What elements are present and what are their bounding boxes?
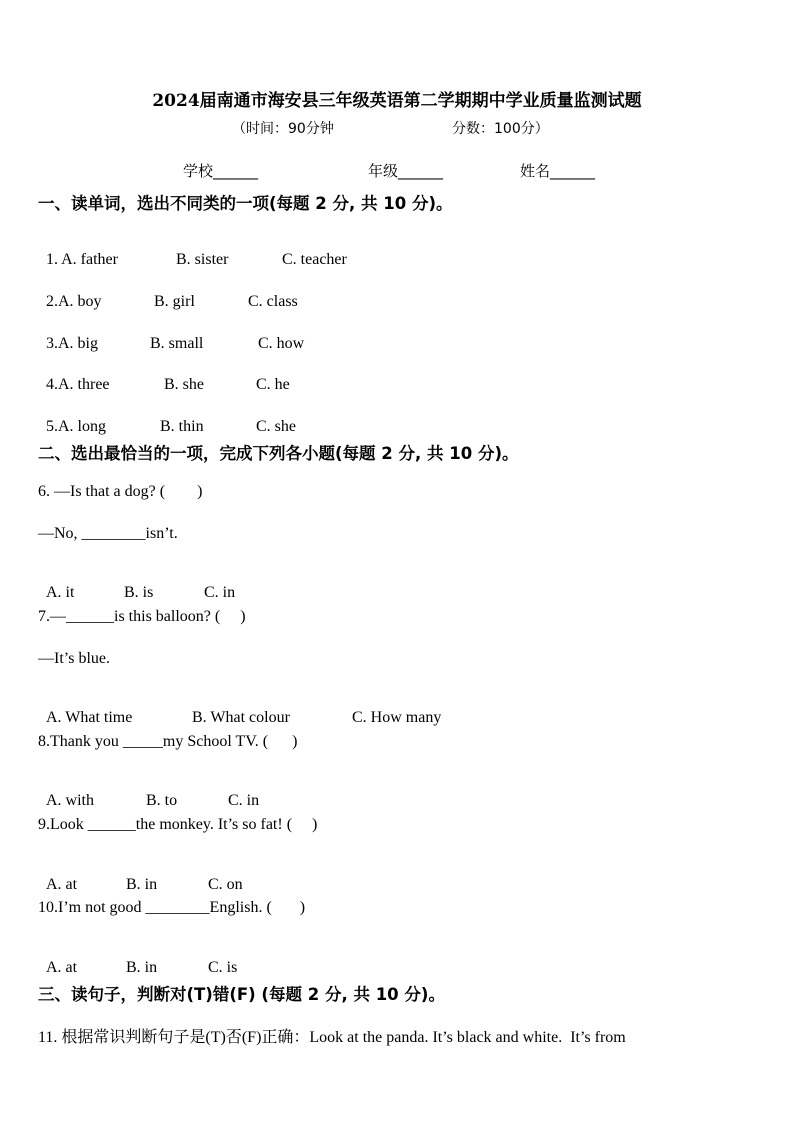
question-10-stem: 10.I’m not good ________English. ( ) xyxy=(38,899,306,916)
q3-option-b: B. small xyxy=(150,335,204,352)
question-11: 11. 根据常识判断句子是(T)否(F)正确：Look at the panda. It’s black and white. It’s from xyxy=(38,1029,626,1046)
question-1 xyxy=(38,233,347,269)
q1-option-a: 1. A. father xyxy=(46,251,118,268)
q5-option-c: C. she xyxy=(256,418,296,435)
name-field: 姓名______ xyxy=(520,162,596,180)
q5-option-b: B. thin xyxy=(160,418,204,435)
q6-option-b: B. is xyxy=(124,584,154,601)
question-10-options xyxy=(38,941,237,977)
question-5 xyxy=(38,400,296,436)
q5-option-a: 5.A. long xyxy=(46,418,106,435)
q8-option-b: B. to xyxy=(146,792,178,809)
exam-time: （时间：90分钟 xyxy=(232,121,334,137)
question-7-reply: —It’s blue. xyxy=(38,650,110,667)
q1-option-b: B. sister xyxy=(176,251,229,268)
question-4 xyxy=(38,358,290,394)
q3-option-a: 3.A. big xyxy=(46,335,98,352)
q7-option-a: A. What time xyxy=(46,709,133,726)
q6-option-a: A. it xyxy=(46,584,75,601)
q4-option-c: C. he xyxy=(256,376,290,393)
q7-option-b: B. What colour xyxy=(192,709,290,726)
q3-option-c: C. how xyxy=(258,335,305,352)
question-7-options xyxy=(38,691,441,727)
question-9-stem: 9.Look ______the monkey. It’s so fat! ( ) xyxy=(38,816,318,833)
q8-option-c: C. in xyxy=(228,792,260,809)
q6-option-c: C. in xyxy=(204,584,236,601)
school-field: 学校______ xyxy=(183,162,259,180)
question-6-options xyxy=(38,566,235,602)
question-6-stem: 6. —Is that a dog? ( ) xyxy=(38,483,203,500)
question-9-options xyxy=(38,858,243,894)
section-2-heading: 二、选出最恰当的一项，完成下列各小题(每题 2 分, 共 10 分)。 xyxy=(38,444,519,463)
grade-field: 年级______ xyxy=(368,162,444,180)
exam-title: 2024届南通市海安县三年级英语第二学期期中学业质量监测试题 xyxy=(152,91,642,111)
section-1-heading: 一、读单词，选出不同类的一项(每题 2 分, 共 10 分)。 xyxy=(38,194,453,213)
q4-option-a: 4.A. three xyxy=(46,376,110,393)
q10-option-a: A. at xyxy=(46,959,78,976)
section-3-heading: 三、读句子，判断对(T)错(F) (每题 2 分, 共 10 分)。 xyxy=(38,985,445,1004)
q10-option-b: B. in xyxy=(126,959,158,976)
question-3 xyxy=(38,317,304,353)
exam-score: 分数：100分） xyxy=(452,121,549,137)
q2-option-b: B. girl xyxy=(154,293,195,310)
q10-option-c: C. is xyxy=(208,959,238,976)
q1-option-c: C. teacher xyxy=(282,251,347,268)
q9-option-a: A. at xyxy=(46,876,78,893)
q2-option-a: 2.A. boy xyxy=(46,293,102,310)
q2-option-c: C. class xyxy=(248,293,298,310)
q7-option-c: C. How many xyxy=(352,709,442,726)
q8-option-a: A. with xyxy=(46,792,94,809)
q9-option-b: B. in xyxy=(126,876,158,893)
q4-option-b: B. she xyxy=(164,376,204,393)
question-2 xyxy=(38,275,298,311)
question-7-stem: 7.—______is this balloon? ( ) xyxy=(38,608,246,625)
question-8-stem: 8.Thank you _____my School TV. ( ) xyxy=(38,733,298,750)
question-8-options xyxy=(38,774,259,810)
question-6-reply: —No, ________isn’t. xyxy=(38,525,178,542)
q9-option-c: C. on xyxy=(208,876,243,893)
